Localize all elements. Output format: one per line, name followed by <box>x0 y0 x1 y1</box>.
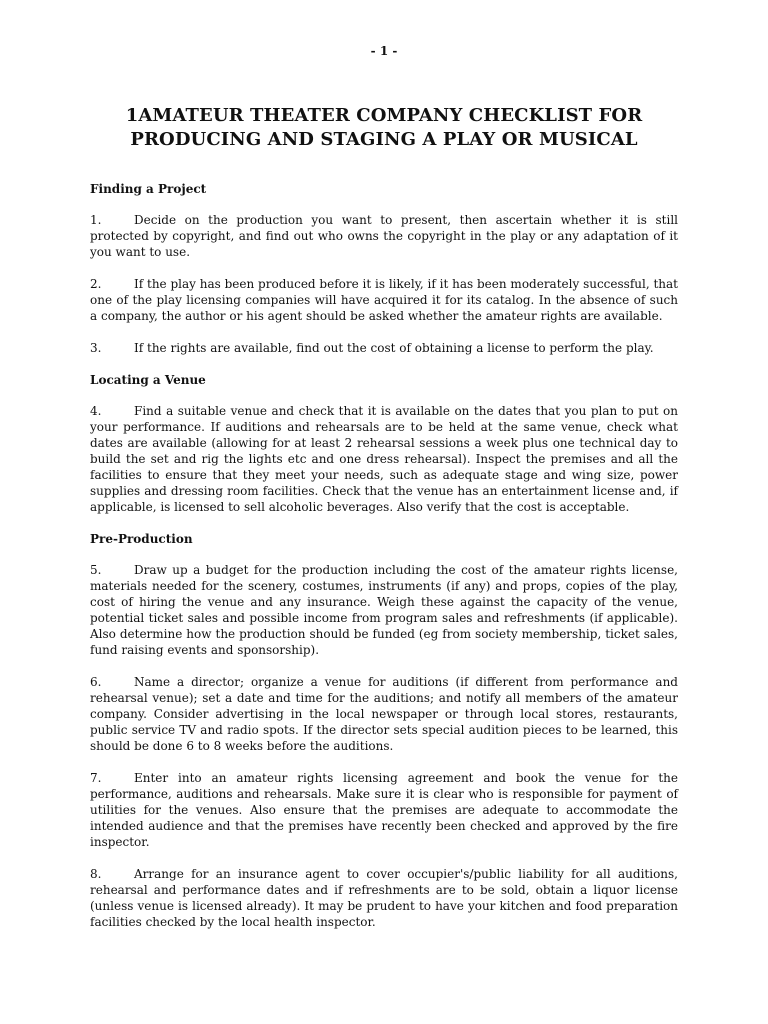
list-item <box>90 674 678 754</box>
section-locating-a-venue <box>90 372 678 515</box>
item-text: If the rights are available, find out the cost of obtaining a license to perform the play. <box>134 341 654 355</box>
list-item <box>90 403 678 515</box>
item-number: 8. <box>90 867 102 881</box>
list-item <box>90 770 678 850</box>
page-number: - 1 - <box>370 44 398 58</box>
item-text: Enter into an amateur rights licensing agreement and book the venue for the performance, auditions and rehearsals. Make sure it is clear who is responsible for payment of utilities for the venues. Also ensure that the premises are adequate to accommodate the intended audience and that the premises have recently been checked and approved by the fire inspector. <box>90 771 678 849</box>
list-item <box>90 276 678 324</box>
section-pre-production <box>90 531 678 930</box>
item-number: 5. <box>90 563 102 577</box>
item-number: 6. <box>90 675 102 689</box>
item-number: 7. <box>90 771 102 785</box>
list-item <box>90 212 678 260</box>
item-text: Draw up a budget for the production including the cost of the amateur rights license, materials needed for the scenery, costumes, instruments (if any) and props, copies of the play, cost of hiring the venue and any insurance. Weigh these against the capacity of the venue, potential ticket sales and possible income from program sales and refreshments (if applicable). Also determine how the production should be funded (eg from society membership, ticket sales, fund raising events and sponsorship). <box>90 563 678 657</box>
item-text: Arrange for an insurance agent to cover occupier's/public liability for all auditions, rehearsal and performance dates and if refreshments are to be sold, obtain a liquor license (unless venue is licensed already). It may be prudent to have your kitchen and food preparation facilities checked by the local health inspector. <box>90 867 678 929</box>
item-number: 1. <box>90 213 102 227</box>
section-heading: Finding a Project <box>90 182 207 196</box>
list-item <box>90 866 678 930</box>
item-number: 3. <box>90 341 102 355</box>
list-item <box>90 340 678 356</box>
item-text: If the play has been produced before it is likely, if it has been moderately successful, that one of the play licensing companies will have acquired it for its catalog. In the absence of such a company, the author or his agent should be asked whether the amateur rights are available. <box>90 277 678 323</box>
section-heading: Locating a Venue <box>90 373 206 387</box>
document-page <box>90 44 678 946</box>
section-finding-a-project <box>90 181 678 356</box>
document-title: 1AMATEUR THEATER COMPANY CHECKLIST FOR PRODUCING AND STAGING A PLAY OR MUSICAL <box>125 105 643 150</box>
item-text: Name a director; organize a venue for auditions (if different from performance and rehearsal venue); set a date and time for the auditions; and notify all members of the amateur company. Consider advertising in the local newspaper or through local stores, restaurants, public service TV and radio spots. If the director sets special audition pieces to be learned, this should be done 6 to 8 weeks before the auditions. <box>90 675 678 753</box>
list-item <box>90 562 678 658</box>
item-text: Decide on the production you want to present, then ascertain whether it is still protected by copyright, and find out who owns the copyright in the play or any adaptation of it you want to use. <box>90 213 678 259</box>
item-number: 2. <box>90 277 102 291</box>
section-heading: Pre-Production <box>90 532 193 546</box>
item-number: 4. <box>90 404 102 418</box>
item-text: Find a suitable venue and check that it is available on the dates that you plan to put on your performance. If auditions and rehearsals are to be held at the same venue, check what dates are available (allowing for at least 2 rehearsal sessions a week plus one technical day to build the set and rig the lights etc and one dress rehearsal). Inspect the premises and all the facilities to ensure that they meet your needs, such as adequate stage and wing size, power supplies and dressing room facilities. Check that the venue has an entertainment license and, if applicable, is licensed to sell alcoholic beverages. Also verify that the cost is acceptable. <box>90 404 678 514</box>
